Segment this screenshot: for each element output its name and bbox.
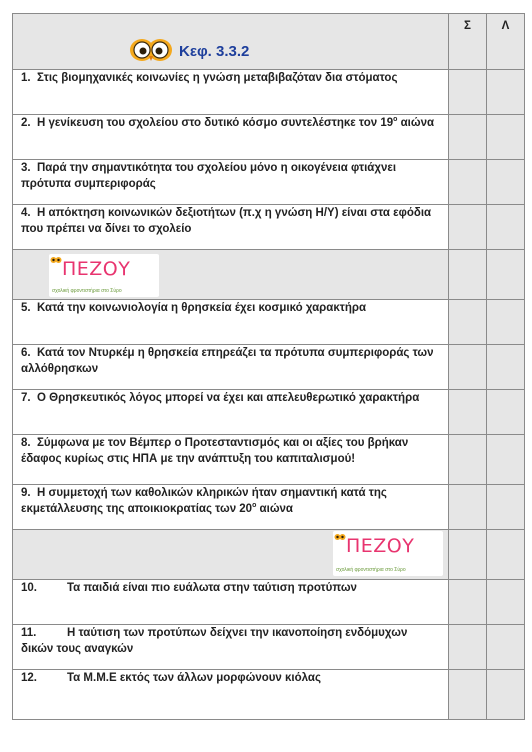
question-row	[13, 345, 525, 390]
true-answer-box[interactable]	[449, 345, 487, 390]
pezou-logo	[333, 531, 443, 576]
blank-cell	[449, 250, 487, 300]
question-number: 10.	[21, 582, 37, 594]
question-cell	[13, 580, 449, 625]
question-number: 6.	[21, 347, 31, 359]
question-number: 2.	[21, 117, 31, 129]
question-number: 12.	[21, 672, 37, 684]
question-row	[13, 485, 525, 530]
logo-row	[13, 250, 525, 300]
false-answer-box[interactable]	[487, 205, 525, 250]
question-text: Η συμμετοχή των καθολικών κληρικών ήταν σημαντική κατά της εκμετάλλευσης της αποικιοκρατίας των $20^o$ αιώνα	[21, 487, 387, 515]
question-row	[13, 435, 525, 485]
logo-word: ΠΕΖΟΥ	[346, 535, 415, 557]
question-cell	[13, 390, 449, 435]
blank-cell	[487, 530, 525, 580]
pezou-logo	[49, 254, 159, 297]
logo-row	[13, 530, 525, 580]
question-text: Κατά τον Ντυρκέμ η θρησκεία επηρεάζει τα πρότυπα συμπεριφοράς των αλλόθρησκων	[21, 347, 434, 375]
question-row	[13, 300, 525, 345]
owl-icon	[129, 36, 173, 64]
blank-cell	[487, 250, 525, 300]
question-row	[13, 115, 525, 160]
question-cell	[13, 300, 449, 345]
question-row	[13, 205, 525, 250]
question-number: 11.	[21, 627, 37, 639]
question-cell	[13, 485, 449, 530]
question-text: Τα Μ.Μ.Ε εκτός των άλλων μορφώνουν κιόλας	[67, 672, 321, 684]
question-number: 1.	[21, 72, 31, 84]
question-number: 7.	[21, 392, 31, 404]
false-answer-box[interactable]	[487, 625, 525, 670]
blank-cell	[449, 530, 487, 580]
true-answer-box[interactable]	[449, 670, 487, 720]
question-text: Η ταύτιση των προτύπων δείχνει την ικανοποίηση ενδόμυχων δικών τους αναγκών	[21, 627, 408, 655]
false-answer-box[interactable]	[487, 580, 525, 625]
question-row	[13, 625, 525, 670]
question-text: Κατά την κοινωνιολογία η θρησκεία έχει κοσμικό χαρακτήρα	[37, 302, 367, 314]
false-answer-box[interactable]	[487, 115, 525, 160]
question-text: Στις βιομηχανικές κοινωνίες η γνώση μεταβιβαζόταν δια στόματος	[37, 72, 398, 84]
question-row	[13, 670, 525, 720]
false-answer-box[interactable]	[487, 345, 525, 390]
header-row	[13, 14, 525, 70]
true-answer-box[interactable]	[449, 160, 487, 205]
true-answer-box[interactable]	[449, 485, 487, 530]
question-cell	[13, 670, 449, 720]
question-text: Σύμφωνα με τον Βέμπερ ο Προτεσταντισμός και οι αξίες του βρήκαν έδαφος κυρίως στις ΗΠΑ με την ανάπτυξη του καπιταλισμού!	[21, 437, 409, 465]
true-answer-box[interactable]	[449, 115, 487, 160]
question-text: Η απόκτηση κοινωνικών δεξιοτήτων (π.χ η γνώση Η/Υ) είναι στα εφόδια που πρέπει να δίνει το σχολείο	[21, 207, 432, 235]
question-row	[13, 390, 525, 435]
false-answer-box[interactable]	[487, 390, 525, 435]
false-answer-box[interactable]	[487, 435, 525, 485]
question-row	[13, 70, 525, 115]
true-answer-box[interactable]	[449, 580, 487, 625]
false-column-header: Λ	[487, 14, 525, 70]
true-answer-box[interactable]	[449, 300, 487, 345]
small-owl-icon	[50, 256, 62, 264]
question-text: Παρά την σημαντικότητα του σχολείου μόνο η οικογένεια φτιάχνει πρότυπα συμπεριφοράς	[21, 162, 397, 190]
false-answer-box[interactable]	[487, 300, 525, 345]
logo-word: ΠΕΖΟΥ	[62, 258, 131, 280]
true-column-header: Σ	[449, 14, 487, 70]
logo-cell	[13, 530, 449, 580]
question-number: 3.	[21, 162, 31, 174]
true-answer-box[interactable]	[449, 625, 487, 670]
question-cell	[13, 345, 449, 390]
question-cell	[13, 70, 449, 115]
chapter-title: Κεφ. 3.3.2	[179, 43, 250, 60]
question-number: 9.	[21, 487, 31, 499]
logo-tagline: σχολική φροντιστήρια στο Σύρο	[52, 288, 122, 294]
question-text: Ο Θρησκευτικός λόγος μπορεί να έχει και απελευθερωτικό χαρακτήρα	[37, 392, 420, 404]
question-number: 8.	[21, 437, 31, 449]
small-owl-icon	[334, 533, 346, 541]
question-cell	[13, 115, 449, 160]
true-false-table	[12, 13, 525, 720]
true-answer-box[interactable]	[449, 390, 487, 435]
false-answer-box[interactable]	[487, 485, 525, 530]
false-answer-box[interactable]	[487, 160, 525, 205]
true-answer-box[interactable]	[449, 205, 487, 250]
question-number: 4.	[21, 207, 31, 219]
question-row	[13, 580, 525, 625]
false-answer-box[interactable]	[487, 670, 525, 720]
true-answer-box[interactable]	[449, 70, 487, 115]
question-number: 5.	[21, 302, 31, 314]
question-text: Η γενίκευση του σχολείου στο δυτικό κόσμο συντελέστηκε τον $19^o$ αιώνα	[37, 116, 435, 129]
question-cell	[13, 160, 449, 205]
false-answer-box[interactable]	[487, 70, 525, 115]
question-text: Τα παιδιά είναι πιο ευάλωτα στην ταύτιση προτύπων	[67, 582, 357, 594]
question-cell	[13, 625, 449, 670]
logo-tagline: σχολική φροντιστήρια στο Σύρο	[336, 567, 406, 573]
true-answer-box[interactable]	[449, 435, 487, 485]
question-cell	[13, 205, 449, 250]
question-cell	[13, 435, 449, 485]
question-row	[13, 160, 525, 205]
logo-cell	[13, 250, 449, 300]
title-cell	[13, 14, 449, 70]
